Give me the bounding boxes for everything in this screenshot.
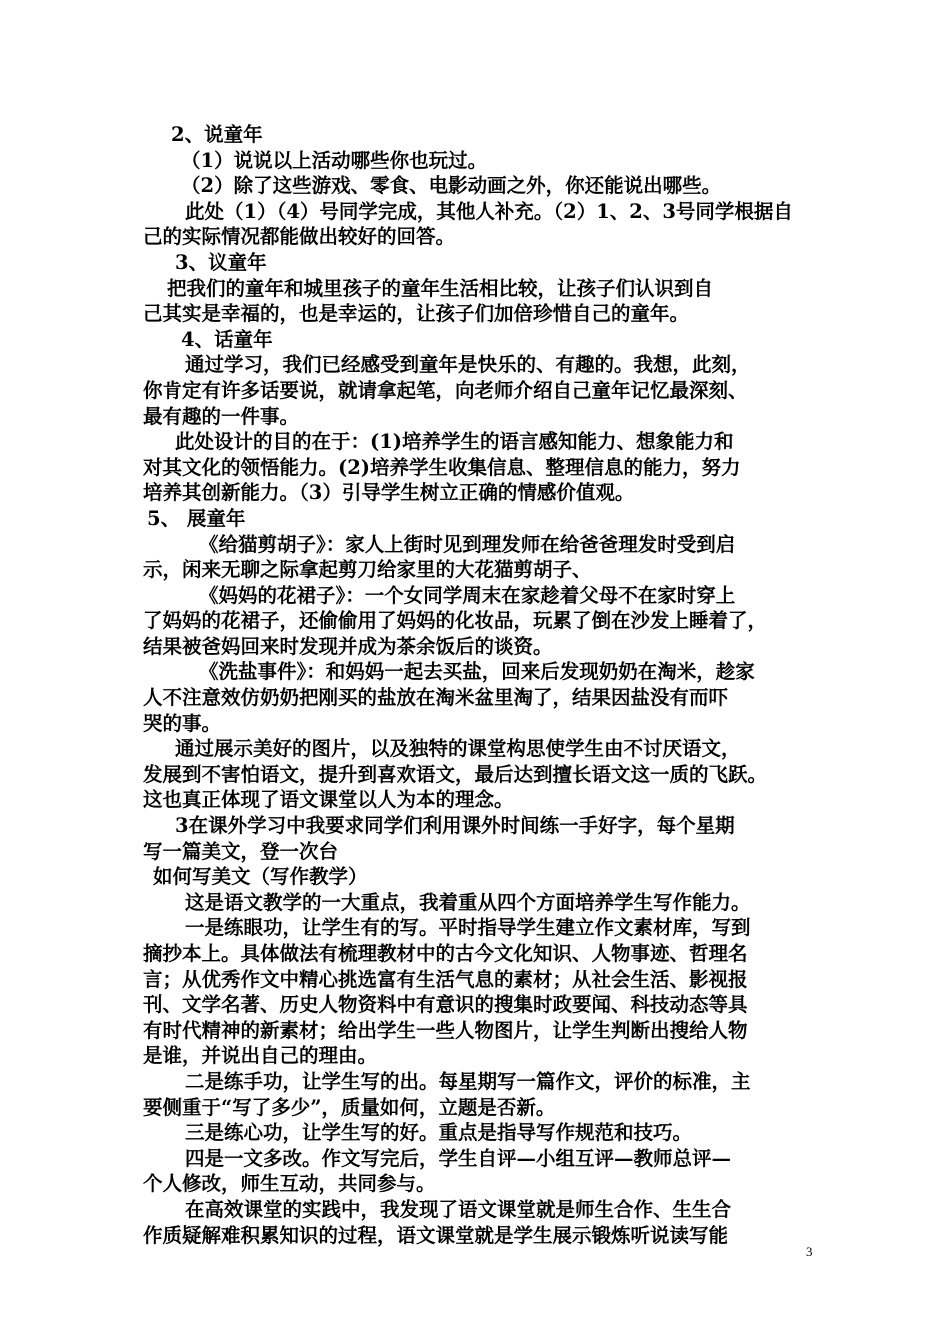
text-line: 对其文化的领悟能力。(2)培养学生收集信息、整理信息的能力，努力 [143, 455, 741, 479]
text-line: 言；从优秀作文中精心挑选富有生活气息的素材；从社会生活、影视报 [143, 967, 748, 991]
section-heading-talk-childhood: 2、说童年 [171, 123, 263, 146]
page-number: 3 [806, 1244, 813, 1259]
text-line: 一是练眼功，让学生有的写。平时指导学生建立作文素材库，写到 [185, 916, 751, 940]
text-line: 你肯定有许多话要说，就请拿起笔，向老师介绍自己童年记忆最深刻、 [143, 378, 748, 402]
text-line: 通过展示美好的图片，以及独特的课堂构思使学生由不讨厌语文， [175, 737, 741, 761]
text-line: 作质疑解难积累知识的过程，语文课堂就是学生展示锻炼听说读写能 [143, 1223, 729, 1247]
text-line: 《给猫剪胡子》：家人上街时见到理发师在给爸爸理发时受到启 [199, 532, 736, 556]
text-line: （1）说说以上活动哪些你也玩过。 [181, 148, 488, 172]
text-line: 这也真正体现了语文课堂以人为本的理念。 [143, 788, 514, 812]
text-line: 把我们的童年和城里孩子的童年生活相比较，让孩子们认识到自 [167, 276, 714, 300]
text-line: 摘抄本上。具体做法有梳理教材中的古今文化知识、人物事迹、哲理名 [143, 942, 748, 965]
text-line: 示，闲来无聊之际拿起剪刀给家里的大花猫剪胡子、 [143, 558, 592, 582]
text-line: 这是语文教学的一大重点，我着重从四个方面培养学生写作能力。 [185, 890, 751, 914]
section-heading-speak-childhood: 4、话童年 [181, 327, 273, 351]
text-line: 最有趣的一件事。 [143, 404, 300, 428]
section-heading-writing: 如何写美文（写作教学） [153, 865, 368, 889]
text-line: 个人修改，师生互动，共同参与。 [143, 1172, 436, 1196]
text-line: 在高效课堂的实践中，我发现了语文课堂就是师生合作、生生合 [185, 1197, 732, 1221]
text-line: 此处设计的目的在于：(1)培养学生的语言感知能力、想象能力和 [175, 430, 734, 454]
text-line: （2）除了这些游戏、零食、电影动画之外，你还能说出哪些。 [181, 174, 722, 198]
text-line: 结果被爸妈回来时发现并成为茶余饭后的谈资。 [143, 634, 553, 658]
document-body [143, 122, 823, 1248]
text-line: 己其实是幸福的，也是幸运的，让孩子们加倍珍惜自己的童年。 [143, 302, 690, 326]
text-line: 《洗盐事件》：和妈妈一起去买盐，回来后发现奶奶在淘米，趁家 [199, 660, 755, 684]
section-heading-show-childhood: 5、 展童年 [147, 506, 246, 530]
text-line: 发展到不害怕语文，提升到喜欢语文，最后达到擅长语文这一质的飞跃。 [143, 762, 768, 786]
text-line: 了妈妈的花裙子，还偷偷用了妈妈的化妆品，玩累了倒在沙发上睡着了， [143, 609, 768, 633]
text-line: 四是一文多改。作文写完后，学生自评—小组互评—教师总评— [185, 1146, 732, 1170]
text-line: 人不注意效仿奶奶把刚买的盐放在淘米盆里淘了，结果因盐没有而吓 [143, 686, 729, 710]
text-line: 要侧重于“写了多少”，质量如何，立题是否新。 [143, 1095, 556, 1119]
text-line: 通过学习，我们已经感受到童年是快乐的、有趣的。我想，此刻， [185, 353, 751, 377]
section-heading-discuss-childhood: 3、议童年 [175, 250, 267, 274]
text-line: 哭的事。 [143, 711, 222, 735]
text-line: 《妈妈的花裙子》：一个女同学周末在家趁着父母不在家时穿上 [199, 583, 736, 607]
text-line: 此处（1）（4）号同学完成，其他人补充。（2）1、2、3号同学根据自 [185, 199, 793, 223]
text-line: 二是练手功，让学生写的出。每星期写一篇作文，评价的标准，主 [185, 1069, 751, 1093]
text-line: 刊、文学名著、历史人物资料中有意识的搜集时政要闻、科技动态等具 [143, 993, 748, 1017]
text-line: 己的实际情况都能做出较好的回答。 [143, 225, 456, 249]
text-line: 是谁，并说出自己的理由。 [143, 1044, 378, 1068]
text-line: 3在课外学习中我要求同学们利用课外时间练一手好字，每个星期 [175, 814, 735, 838]
text-line: 三是练心功，让学生写的好。重点是指导写作规范和技巧。 [185, 1121, 693, 1145]
text-line: 培养其创新能力。（3）引导学生树立正确的情感价值观。 [143, 481, 635, 505]
text-line: 写一篇美文，登一次台 [143, 839, 339, 863]
text-line: 有时代精神的新素材；给出学生一些人物图片，让学生判断出搜给人物 [143, 1018, 748, 1042]
